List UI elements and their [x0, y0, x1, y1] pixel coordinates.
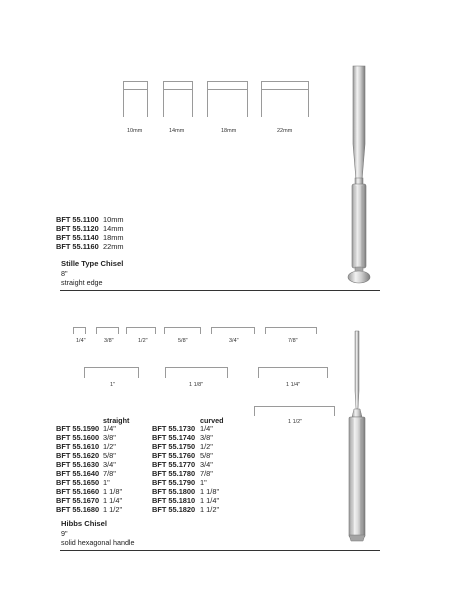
section-divider	[60, 290, 380, 291]
curved-code: BFT 55.1760	[152, 451, 196, 460]
blade-edge-line	[207, 89, 248, 90]
width-bracket-5-8	[164, 327, 201, 334]
blade-label: 10mm	[127, 128, 143, 134]
blade-profile-18mm	[207, 81, 248, 117]
width-bracket-3-4	[211, 327, 255, 334]
straight-code: BFT 55.1640	[56, 469, 100, 478]
straight-size: 7/8"	[103, 469, 116, 478]
width-label: 3/4"	[229, 338, 239, 344]
width-bracket-3-8	[96, 327, 119, 334]
curved-size: 5/8"	[200, 451, 213, 460]
width-label: 1/2"	[138, 338, 148, 344]
curved-code: BFT 55.1780	[152, 469, 196, 478]
curved-size: 1/4"	[200, 424, 213, 433]
width-label: 1 1/2"	[288, 419, 303, 425]
hibbs-chisel-image	[338, 325, 378, 547]
width-label: 7/8"	[288, 338, 298, 344]
product-note: straight edge	[61, 278, 103, 287]
curved-header: curved	[200, 416, 224, 425]
width-bracket-1-1-2	[254, 406, 335, 416]
item-code: BFT 55.1120	[56, 224, 99, 233]
straight-code: BFT 55.1590	[56, 424, 100, 433]
blade-profile-14mm	[163, 81, 193, 117]
width-bracket-1-1-8	[165, 367, 228, 378]
width-bracket-1-1-4	[258, 367, 328, 378]
blade-edge-line	[123, 89, 148, 90]
straight-code: BFT 55.1670	[56, 496, 100, 505]
curved-size: 1"	[200, 478, 207, 487]
curved-code: BFT 55.1790	[152, 478, 196, 487]
straight-size: 1/4"	[103, 424, 116, 433]
stille-chisel-image	[340, 62, 380, 294]
straight-code: BFT 55.1650	[56, 478, 100, 487]
item-size: 22mm	[103, 242, 124, 251]
curved-code: BFT 55.1810	[152, 496, 196, 505]
curved-code: BFT 55.1820	[152, 505, 196, 514]
curved-code: BFT 55.1800	[152, 487, 196, 496]
straight-code: BFT 55.1660	[56, 487, 100, 496]
straight-code: BFT 55.1610	[56, 442, 100, 451]
item-size: 10mm	[103, 215, 124, 224]
curved-code: BFT 55.1750	[152, 442, 196, 451]
item-code: BFT 55.1100	[56, 215, 99, 224]
width-label: 1 1/4"	[286, 382, 301, 388]
width-bracket-1	[84, 367, 139, 378]
straight-code: BFT 55.1680	[56, 505, 100, 514]
item-code: BFT 55.1160	[56, 242, 99, 251]
straight-size: 3/4"	[103, 460, 116, 469]
width-label: 1"	[110, 382, 116, 388]
curved-size: 1 1/8"	[200, 487, 220, 496]
straight-size: 1 1/8"	[103, 487, 123, 496]
blade-edge-line	[261, 89, 309, 90]
item-code: BFT 55.1140	[56, 233, 99, 242]
curved-code: BFT 55.1740	[152, 433, 196, 442]
blade-profile-10mm	[123, 81, 148, 117]
width-label: 3/8"	[104, 338, 114, 344]
product-note: solid hexagonal handle	[61, 538, 135, 547]
curved-size: 1/2"	[200, 442, 213, 451]
width-label: 5/8"	[178, 338, 188, 344]
curved-code: BFT 55.1730	[152, 424, 196, 433]
product-length: 8"	[61, 269, 68, 278]
curved-size: 7/8"	[200, 469, 213, 478]
straight-header: straight	[103, 416, 130, 425]
section-divider	[60, 550, 380, 551]
blade-edge-line	[163, 89, 193, 90]
curved-size: 1 1/2"	[200, 505, 220, 514]
straight-size: 5/8"	[103, 451, 116, 460]
straight-size: 1"	[103, 478, 110, 487]
product-title: Stille Type Chisel	[61, 259, 124, 268]
item-size: 18mm	[103, 233, 124, 242]
width-bracket-1-4	[73, 327, 86, 334]
straight-size: 1 1/2"	[103, 505, 123, 514]
blade-label: 18mm	[221, 128, 237, 134]
blade-profile-22mm	[261, 81, 309, 117]
straight-size: 1 1/4"	[103, 496, 123, 505]
width-bracket-1-2	[126, 327, 156, 334]
curved-size: 1 1/4"	[200, 496, 220, 505]
blade-label: 22mm	[277, 128, 293, 134]
curved-code: BFT 55.1770	[152, 460, 196, 469]
straight-size: 1/2"	[103, 442, 116, 451]
product-length: 9"	[61, 529, 68, 538]
width-bracket-7-8	[265, 327, 317, 334]
width-label: 1/4"	[76, 338, 86, 344]
item-size: 14mm	[103, 224, 124, 233]
blade-label: 14mm	[169, 128, 185, 134]
straight-code: BFT 55.1620	[56, 451, 100, 460]
straight-size: 3/8"	[103, 433, 116, 442]
curved-size: 3/4"	[200, 460, 213, 469]
product-title: Hibbs Chisel	[61, 519, 107, 528]
curved-size: 3/8"	[200, 433, 213, 442]
straight-code: BFT 55.1630	[56, 460, 100, 469]
width-label: 1 1/8"	[189, 382, 204, 388]
straight-code: BFT 55.1600	[56, 433, 100, 442]
